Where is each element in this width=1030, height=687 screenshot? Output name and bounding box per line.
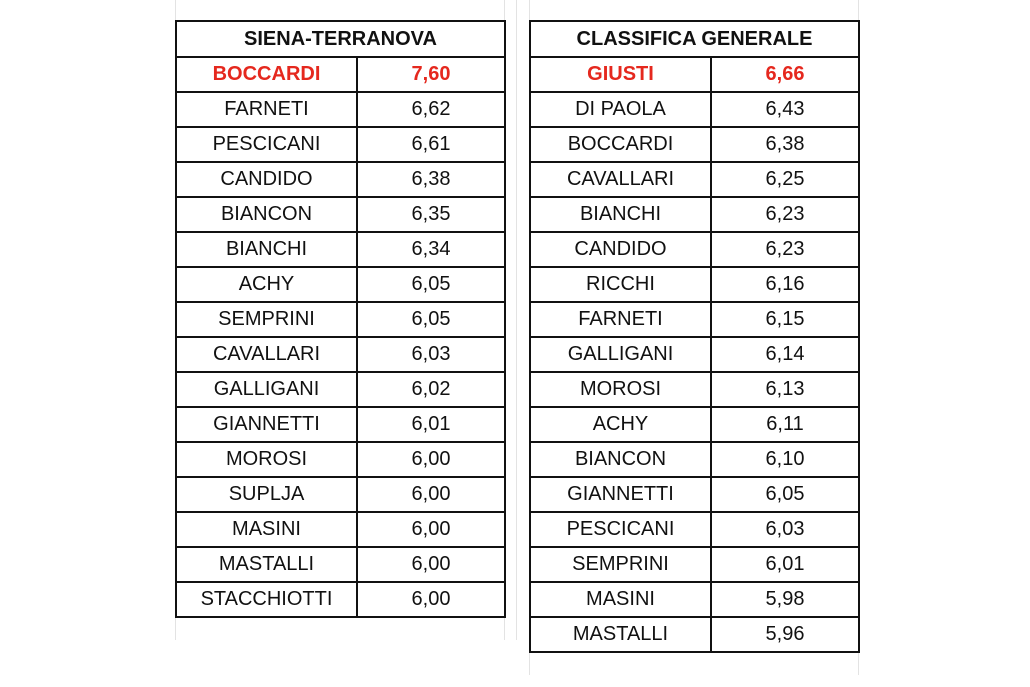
player-name: GIUSTI bbox=[530, 57, 711, 92]
player-name: BIANCHI bbox=[176, 232, 357, 267]
classifica-generale-table bbox=[529, 20, 860, 653]
player-score: 6,00 bbox=[357, 512, 505, 547]
table-row bbox=[176, 302, 505, 337]
player-name: CAVALLARI bbox=[176, 337, 357, 372]
player-score: 6,02 bbox=[357, 372, 505, 407]
player-score: 6,05 bbox=[357, 302, 505, 337]
table-row bbox=[176, 337, 505, 372]
table-row bbox=[176, 92, 505, 127]
table-row bbox=[530, 582, 859, 617]
player-score: 6,00 bbox=[357, 547, 505, 582]
player-score: 6,13 bbox=[711, 372, 859, 407]
table-row bbox=[530, 547, 859, 582]
table-row bbox=[530, 57, 859, 92]
player-name: BOCCARDI bbox=[530, 127, 711, 162]
player-name: PESCICANI bbox=[176, 127, 357, 162]
player-score: 6,38 bbox=[711, 127, 859, 162]
table-row bbox=[176, 407, 505, 442]
siena-terranova-table bbox=[175, 20, 506, 618]
player-name: CAVALLARI bbox=[530, 162, 711, 197]
table-row bbox=[176, 232, 505, 267]
player-name: MASINI bbox=[176, 512, 357, 547]
player-name: GALLIGANI bbox=[530, 337, 711, 372]
player-name: SEMPRINI bbox=[530, 547, 711, 582]
player-score: 6,38 bbox=[357, 162, 505, 197]
table-row bbox=[530, 337, 859, 372]
table-row bbox=[176, 477, 505, 512]
player-name: STACCHIOTTI bbox=[176, 582, 357, 617]
table-row bbox=[530, 232, 859, 267]
table-row bbox=[530, 267, 859, 302]
player-score: 6,35 bbox=[357, 197, 505, 232]
table-row bbox=[530, 197, 859, 232]
player-score: 6,15 bbox=[711, 302, 859, 337]
player-score: 6,00 bbox=[357, 477, 505, 512]
player-score: 6,62 bbox=[357, 92, 505, 127]
player-score: 5,98 bbox=[711, 582, 859, 617]
player-score: 6,00 bbox=[357, 442, 505, 477]
player-name: SUPLJA bbox=[176, 477, 357, 512]
player-name: MASTALLI bbox=[176, 547, 357, 582]
player-score: 6,03 bbox=[711, 512, 859, 547]
table-row bbox=[530, 372, 859, 407]
table-row bbox=[530, 442, 859, 477]
player-score: 6,10 bbox=[711, 442, 859, 477]
player-score: 6,11 bbox=[711, 407, 859, 442]
table-row bbox=[530, 617, 859, 652]
player-score: 6,14 bbox=[711, 337, 859, 372]
table-row bbox=[530, 162, 859, 197]
table-row bbox=[176, 582, 505, 617]
player-score: 5,96 bbox=[711, 617, 859, 652]
table-row bbox=[530, 302, 859, 337]
player-name: BIANCON bbox=[530, 442, 711, 477]
table-row bbox=[176, 197, 505, 232]
table-row bbox=[530, 407, 859, 442]
player-name: MOROSI bbox=[176, 442, 357, 477]
table-row bbox=[530, 127, 859, 162]
table-row bbox=[176, 547, 505, 582]
player-score: 6,61 bbox=[357, 127, 505, 162]
player-score: 6,03 bbox=[357, 337, 505, 372]
player-name: GALLIGANI bbox=[176, 372, 357, 407]
player-name: BIANCHI bbox=[530, 197, 711, 232]
player-score: 6,05 bbox=[357, 267, 505, 302]
table-row bbox=[176, 57, 505, 92]
player-score: 6,25 bbox=[711, 162, 859, 197]
player-name: MASTALLI bbox=[530, 617, 711, 652]
player-name: DI PAOLA bbox=[530, 92, 711, 127]
player-name: BIANCON bbox=[176, 197, 357, 232]
player-name: GIANNETTI bbox=[530, 477, 711, 512]
player-name: MASINI bbox=[530, 582, 711, 617]
player-name: ACHY bbox=[530, 407, 711, 442]
classifica-generale-title: CLASSIFICA GENERALE bbox=[530, 21, 859, 57]
player-score: 6,05 bbox=[711, 477, 859, 512]
table-row bbox=[176, 267, 505, 302]
player-name: RICCHI bbox=[530, 267, 711, 302]
table-row bbox=[176, 442, 505, 477]
player-name: BOCCARDI bbox=[176, 57, 357, 92]
player-name: PESCICANI bbox=[530, 512, 711, 547]
player-score: 6,16 bbox=[711, 267, 859, 302]
player-name: FARNETI bbox=[530, 302, 711, 337]
table-row bbox=[530, 92, 859, 127]
player-score: 6,01 bbox=[357, 407, 505, 442]
siena-terranova-title: SIENA-TERRANOVA bbox=[176, 21, 505, 57]
table-row bbox=[176, 127, 505, 162]
player-name: ACHY bbox=[176, 267, 357, 302]
player-name: CANDIDO bbox=[530, 232, 711, 267]
player-score: 6,34 bbox=[357, 232, 505, 267]
player-score: 6,01 bbox=[711, 547, 859, 582]
player-name: FARNETI bbox=[176, 92, 357, 127]
table-row bbox=[176, 162, 505, 197]
player-score: 7,60 bbox=[357, 57, 505, 92]
table-row bbox=[530, 477, 859, 512]
player-score: 6,00 bbox=[357, 582, 505, 617]
player-score: 6,66 bbox=[711, 57, 859, 92]
player-name: MOROSI bbox=[530, 372, 711, 407]
table-row bbox=[176, 512, 505, 547]
player-name: CANDIDO bbox=[176, 162, 357, 197]
player-score: 6,23 bbox=[711, 232, 859, 267]
table-row bbox=[530, 512, 859, 547]
player-score: 6,23 bbox=[711, 197, 859, 232]
player-name: GIANNETTI bbox=[176, 407, 357, 442]
player-score: 6,43 bbox=[711, 92, 859, 127]
table-row bbox=[176, 372, 505, 407]
sheet-gridline bbox=[516, 0, 517, 640]
player-name: SEMPRINI bbox=[176, 302, 357, 337]
